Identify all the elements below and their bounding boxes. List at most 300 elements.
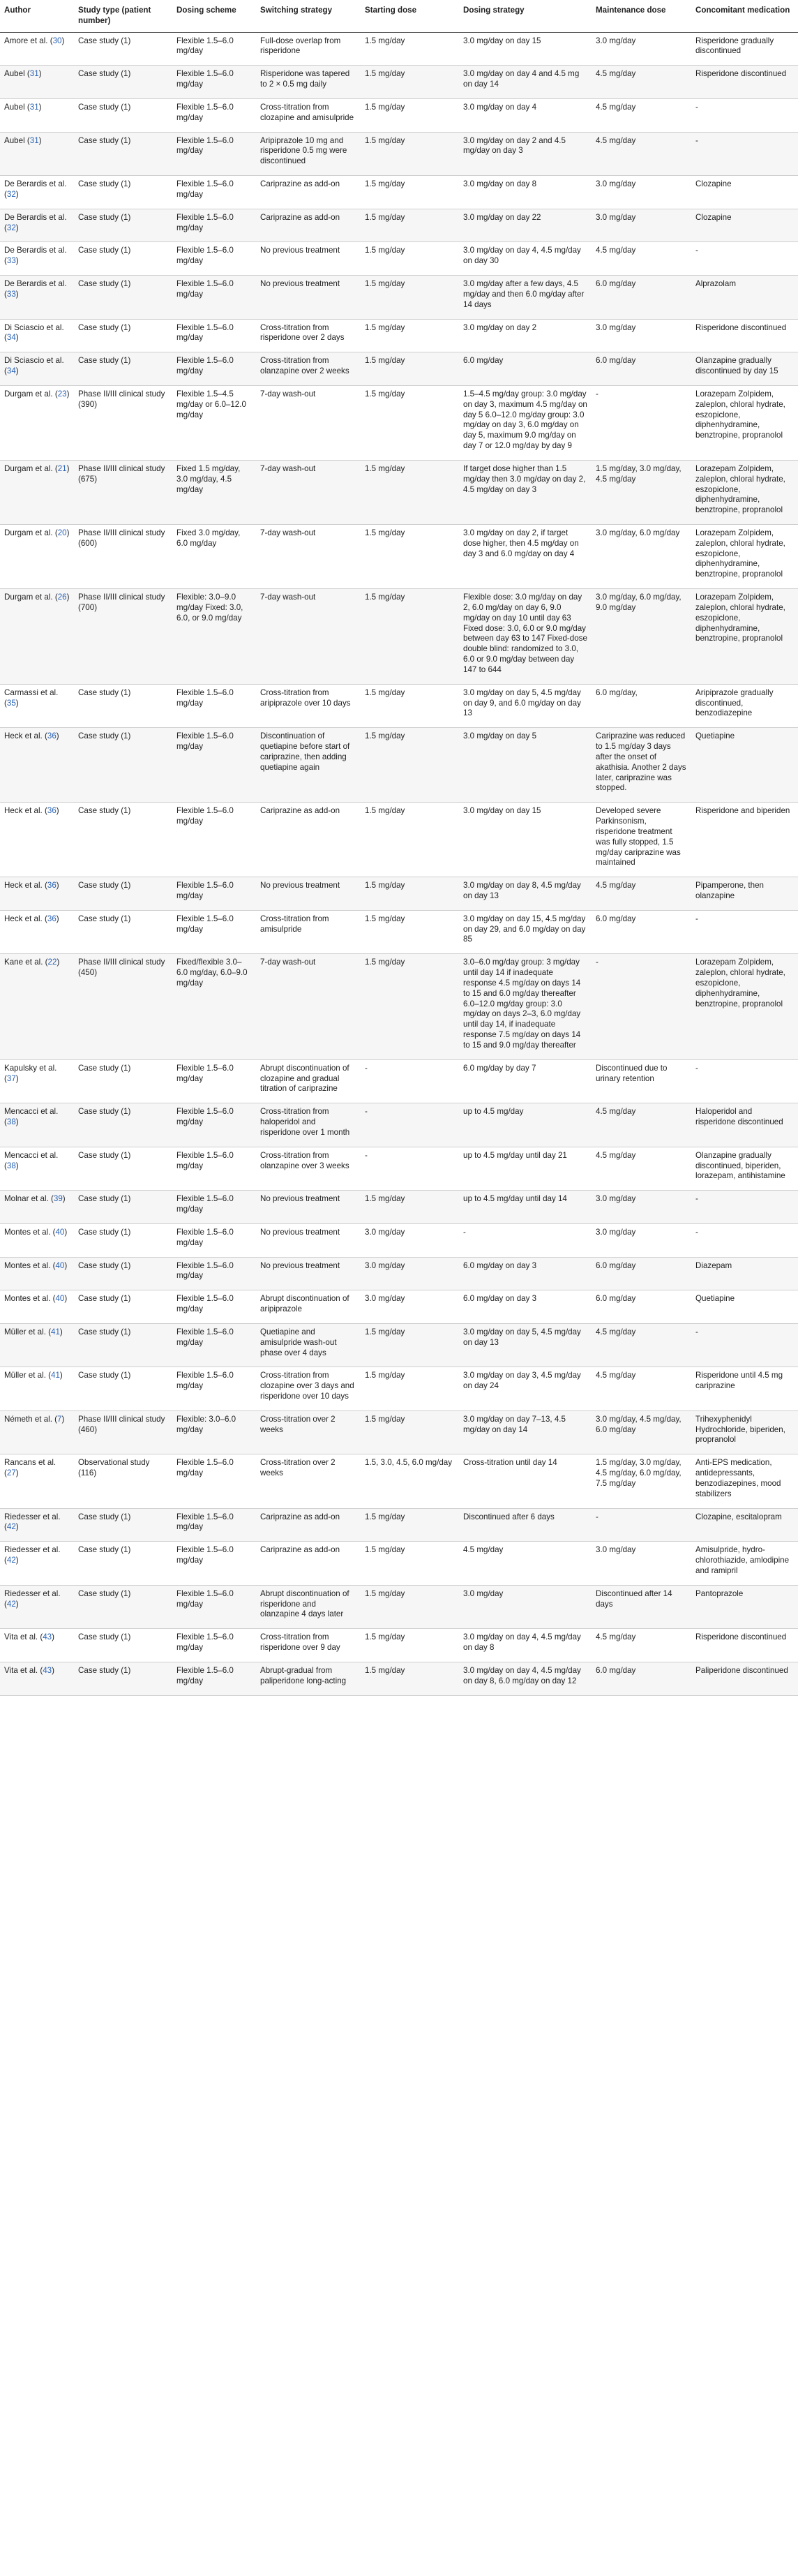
cell-maintenance-dose: 4.5 mg/day (592, 1147, 691, 1190)
cell-starting-dose: 1.5 mg/day (361, 209, 459, 242)
cell-dosing-strategy: 3.0 mg/day on day 4 and 4.5 mg on day 14 (459, 66, 592, 99)
cell-switching-strategy: Abrupt discontinuation of clozapine and gradual titration of cariprazine (256, 1059, 361, 1103)
cell-dosing-scheme: Flexible 1.5–6.0 mg/day (172, 1103, 256, 1147)
cell-maintenance-dose: 4.5 mg/day (592, 1367, 691, 1410)
reference-link[interactable]: 22 (47, 958, 57, 967)
cell-maintenance-dose: 1.5 mg/day, 3.0 mg/day, 4.5 mg/day (592, 460, 691, 524)
author-name: Heck et al. (4, 914, 43, 923)
header-starting-dose: Starting dose (361, 0, 459, 32)
cell-dosing-scheme: Flexible 1.5–6.0 mg/day (172, 352, 256, 386)
reference-link[interactable]: 35 (6, 698, 16, 708)
table-row (0, 176, 798, 209)
cell-study-type: Case study (1) (74, 803, 172, 877)
cell-dosing-strategy: Discontinued after 6 days (459, 1508, 592, 1542)
cell-switching-strategy: Cariprazine as add-on (256, 176, 361, 209)
cell-maintenance-dose: Discontinued after 14 days (592, 1585, 691, 1628)
cell-study-type: Case study (1) (74, 1223, 172, 1257)
cell-concomitant-medication: Trihexyphenidyl Hydrochloride, biperiden, propranolol (691, 1410, 798, 1454)
cell-dosing-scheme: Flexible 1.5–6.0 mg/day (172, 32, 256, 66)
cell-starting-dose: 3.0 mg/day (361, 1257, 459, 1290)
reference-link[interactable]: 23 (57, 389, 67, 399)
cell-starting-dose: 1.5 mg/day (361, 1410, 459, 1454)
cell-study-type: Case study (1) (74, 1508, 172, 1542)
cell-starting-dose: 1.5 mg/day (361, 803, 459, 877)
reference-link[interactable]: 41 (51, 1371, 60, 1380)
cell-switching-strategy: Cross-titration over 2 weeks (256, 1454, 361, 1508)
cell-author: Vita et al. (43) (0, 1662, 74, 1695)
cell-concomitant-medication: Risperidone gradually discontinued (691, 32, 798, 66)
cell-study-type: Case study (1) (74, 32, 172, 66)
reference-link[interactable]: 33 (6, 289, 16, 299)
author-name: Aubel (4, 135, 25, 145)
cell-switching-strategy: 7-day wash-out (256, 460, 361, 524)
cell-dosing-scheme: Flexible 1.5–6.0 mg/day (172, 242, 256, 276)
cell-author: De Berardis et al. (33) (0, 276, 74, 319)
cell-author: Riedesser et al. (42) (0, 1585, 74, 1628)
cell-author: Aubel (31) (0, 98, 74, 132)
cell-concomitant-medication: Clozapine, escitalopram (691, 1508, 798, 1542)
reference-link[interactable]: 40 (55, 1260, 65, 1270)
author-name: Molnar et al. (4, 1194, 49, 1204)
cell-dosing-strategy: up to 4.5 mg/day (459, 1103, 592, 1147)
cell-author: Vita et al. (43) (0, 1629, 74, 1662)
cell-maintenance-dose: - (592, 954, 691, 1059)
cell-switching-strategy: Cross-titration from amisulpride (256, 910, 361, 953)
author-name: Carmassi et al. (4, 687, 59, 697)
cell-dosing-scheme: Flexible 1.5–6.0 mg/day (172, 1508, 256, 1542)
cell-switching-strategy: Cross-titration over 2 weeks (256, 1410, 361, 1454)
reference-link[interactable]: 43 (43, 1665, 52, 1675)
cell-study-type: Case study (1) (74, 242, 172, 276)
cell-switching-strategy: Cross-titration from clozapine and amisulpride (256, 98, 361, 132)
cell-switching-strategy: No previous treatment (256, 1191, 361, 1224)
author-name: Di Sciascio et al. (4, 356, 64, 366)
cell-author: Rancans et al. (27) (0, 1454, 74, 1508)
cell-dosing-scheme: Flexible 1.5–6.0 mg/day (172, 877, 256, 911)
cell-dosing-scheme: Flexible 1.5–6.0 mg/day (172, 1191, 256, 1224)
cell-concomitant-medication: - (691, 1191, 798, 1224)
header-row (0, 0, 798, 32)
cell-dosing-scheme: Flexible 1.5–6.0 mg/day (172, 276, 256, 319)
cell-starting-dose: 1.5 mg/day (361, 728, 459, 803)
cell-maintenance-dose: 3.0 mg/day (592, 176, 691, 209)
reference-link[interactable]: 21 (57, 463, 67, 473)
cell-maintenance-dose: 3.0 mg/day, 6.0 mg/day, 9.0 mg/day (592, 589, 691, 685)
cell-switching-strategy: Abrupt discontinuation of risperidone and olanzapine 4 days later (256, 1585, 361, 1628)
cell-author: Heck et al. (36) (0, 910, 74, 953)
author-name: Riedesser et al. (4, 1512, 61, 1521)
cell-switching-strategy: 7-day wash-out (256, 954, 361, 1059)
cell-dosing-scheme: Flexible 1.5–6.0 mg/day (172, 910, 256, 953)
cell-author: Mencacci et al. (38) (0, 1147, 74, 1190)
cell-concomitant-medication: Lorazepam Zolpidem, zaleplon, chloral hydrate, eszopiclone, diphenhydramine, benztropine, propranolol (691, 589, 798, 685)
cell-starting-dose: 1.5 mg/day (361, 460, 459, 524)
reference-link[interactable]: 26 (57, 593, 67, 602)
cell-concomitant-medication: - (691, 1323, 798, 1367)
cell-concomitant-medication: - (691, 910, 798, 953)
author-name: Mencacci et al. (4, 1107, 59, 1117)
cell-concomitant-medication: Lorazepam Zolpidem, zaleplon, chloral hydrate, eszopiclone, diphenhydramine, benztropine, propranolol (691, 954, 798, 1059)
cell-starting-dose: - (361, 1059, 459, 1103)
reference-link[interactable]: 27 (6, 1468, 16, 1478)
table-row (0, 877, 798, 911)
cell-dosing-strategy: 3.0 mg/day on day 15 (459, 32, 592, 66)
cell-concomitant-medication: - (691, 132, 798, 175)
cell-switching-strategy: Full-dose overlap from risperidone (256, 32, 361, 66)
cell-starting-dose: 1.5 mg/day (361, 352, 459, 386)
cell-maintenance-dose: 3.0 mg/day (592, 1191, 691, 1224)
table-row (0, 352, 798, 386)
cell-author: Durgam et al. (20) (0, 524, 74, 588)
header-dosing-strategy: Dosing strategy (459, 0, 592, 32)
reference-link[interactable]: 40 (55, 1227, 65, 1237)
cell-author: De Berardis et al. (32) (0, 176, 74, 209)
cell-dosing-strategy: 3.0 mg/day on day 22 (459, 209, 592, 242)
cell-study-type: Case study (1) (74, 1147, 172, 1190)
cell-starting-dose: 1.5 mg/day (361, 1508, 459, 1542)
cell-dosing-scheme: Flexible 1.5–6.0 mg/day (172, 1290, 256, 1324)
cell-author: Aubel (31) (0, 132, 74, 175)
author-name: Durgam et al. (4, 528, 53, 537)
cell-maintenance-dose: 6.0 mg/day (592, 1290, 691, 1324)
table-row (0, 32, 798, 66)
cell-dosing-strategy: 3.0 mg/day on day 4, 4.5 mg/day on day 8, 6.0 mg/day on day 12 (459, 1662, 592, 1695)
cell-concomitant-medication: Risperidone discontinued (691, 66, 798, 99)
reference-link[interactable]: 43 (43, 1632, 52, 1642)
cell-study-type: Phase II/III clinical study (600) (74, 524, 172, 588)
table-row (0, 1410, 798, 1454)
author-name: Aubel (4, 102, 25, 112)
author-name: Montes et al. (4, 1294, 51, 1304)
cell-author: Kapulsky et al. (37) (0, 1059, 74, 1103)
cell-dosing-scheme: Flexible 1.5–6.0 mg/day (172, 66, 256, 99)
cell-dosing-strategy: 3.0 mg/day on day 2, if target dose higher, then 4.5 mg/day on day 3 and 6.0 mg/day on day 4 (459, 524, 592, 588)
cell-dosing-strategy: 3.0 mg/day on day 4, 4.5 mg/day on day 8 (459, 1629, 592, 1662)
cell-maintenance-dose: 4.5 mg/day (592, 1323, 691, 1367)
cell-dosing-strategy: 3.0 mg/day on day 15, 4.5 mg/day on day 29, and 6.0 mg/day on day 85 (459, 910, 592, 953)
cell-concomitant-medication: Diazepam (691, 1257, 798, 1290)
cell-starting-dose: 1.5 mg/day (361, 589, 459, 685)
cell-maintenance-dose: 3.0 mg/day (592, 32, 691, 66)
cell-study-type: Case study (1) (74, 352, 172, 386)
cell-dosing-strategy: 3.0 mg/day on day 8 (459, 176, 592, 209)
cell-author: Montes et al. (40) (0, 1223, 74, 1257)
cell-dosing-strategy: 6.0 mg/day on day 3 (459, 1290, 592, 1324)
table-row (0, 954, 798, 1059)
reference-link[interactable]: 36 (47, 881, 57, 891)
cell-maintenance-dose: 4.5 mg/day (592, 877, 691, 911)
cell-dosing-scheme: Flexible 1.5–6.0 mg/day (172, 132, 256, 175)
cell-maintenance-dose: Developed severe Parkinsonism, risperidone treatment was fully stopped, 1.5 mg/day cariprazine was maintained (592, 803, 691, 877)
cell-maintenance-dose: Discontinued due to urinary retention (592, 1059, 691, 1103)
cell-study-type: Phase II/III clinical study (675) (74, 460, 172, 524)
cell-dosing-strategy: 3.0 mg/day on day 8, 4.5 mg/day on day 13 (459, 877, 592, 911)
table-row (0, 1147, 798, 1190)
cell-study-type: Case study (1) (74, 1367, 172, 1410)
table-row (0, 1508, 798, 1542)
cell-switching-strategy: Cross-titration from aripiprazole over 10 days (256, 684, 361, 727)
reference-link[interactable]: 31 (29, 69, 39, 79)
cell-maintenance-dose: Cariprazine was reduced to 1.5 mg/day 3 days after the onset of akathisia. Another 2 days later, cariprazine was stopped. (592, 728, 691, 803)
cell-dosing-scheme: Fixed 3.0 mg/day, 6.0 mg/day (172, 524, 256, 588)
cell-concomitant-medication: Lorazepam Zolpidem, zaleplon, chloral hydrate, eszopiclone, diphenhydramine, benztropine, propranolol (691, 460, 798, 524)
table-row (0, 385, 798, 460)
cell-concomitant-medication: Risperidone discontinued (691, 1629, 798, 1662)
cell-study-type: Case study (1) (74, 728, 172, 803)
cell-switching-strategy: Abrupt-gradual from paliperidone long-acting (256, 1662, 361, 1695)
cell-maintenance-dose: - (592, 1508, 691, 1542)
table-row (0, 66, 798, 99)
reference-link[interactable]: 36 (47, 731, 57, 741)
cell-switching-strategy: Cross-titration from risperidone over 9 day (256, 1629, 361, 1662)
cell-study-type: Case study (1) (74, 1257, 172, 1290)
cell-author: Németh et al. (7) (0, 1410, 74, 1454)
cell-maintenance-dose: 1.5 mg/day, 3.0 mg/day, 4.5 mg/day, 6.0 mg/day, 7.5 mg/day (592, 1454, 691, 1508)
cell-dosing-scheme: Flexible 1.5–6.0 mg/day (172, 176, 256, 209)
cell-concomitant-medication: Quetiapine (691, 1290, 798, 1324)
author-name: De Berardis et al. (4, 279, 67, 289)
author-name: Kane et al. (4, 958, 43, 967)
cell-dosing-scheme: Flexible 1.5–6.0 mg/day (172, 1367, 256, 1410)
author-name: Heck et al. (4, 806, 43, 816)
cell-switching-strategy: Cross-titration from risperidone over 2 days (256, 319, 361, 352)
cell-study-type: Case study (1) (74, 1290, 172, 1324)
cell-dosing-strategy: 3.0 mg/day on day 15 (459, 803, 592, 877)
cell-maintenance-dose: - (592, 385, 691, 460)
cell-author: Müller et al. (41) (0, 1323, 74, 1367)
cell-concomitant-medication: Aripiprazole gradually discontinued, benzodiazepine (691, 684, 798, 727)
cell-dosing-scheme: Flexible 1.5–6.0 mg/day (172, 684, 256, 727)
reference-link[interactable]: 32 (6, 189, 16, 199)
reference-link[interactable]: 42 (6, 1599, 16, 1609)
cell-maintenance-dose: 3.0 mg/day (592, 319, 691, 352)
cell-concomitant-medication: - (691, 1059, 798, 1103)
table-row (0, 1323, 798, 1367)
table-row (0, 98, 798, 132)
cell-maintenance-dose: 6.0 mg/day, (592, 684, 691, 727)
cell-starting-dose: 1.5 mg/day (361, 1542, 459, 1585)
cell-concomitant-medication: Pantoprazole (691, 1585, 798, 1628)
cell-dosing-scheme: Flexible 1.5–6.0 mg/day (172, 1454, 256, 1508)
cell-dosing-strategy: 3.0 mg/day after a few days, 4.5 mg/day and then 6.0 mg/day after 14 days (459, 276, 592, 319)
cell-study-type: Phase II/III clinical study (700) (74, 589, 172, 685)
author-name: Kapulsky et al. (4, 1063, 57, 1073)
cell-study-type: Case study (1) (74, 1103, 172, 1147)
cell-starting-dose: 1.5, 3.0, 4.5, 6.0 mg/day (361, 1454, 459, 1508)
cell-concomitant-medication: Lorazepam Zolpidem, zaleplon, chloral hydrate, eszopiclone, diphenhydramine, benztropine, propranolol (691, 385, 798, 460)
cell-switching-strategy: Risperidone was tapered to 2 × 0.5 mg daily (256, 66, 361, 99)
cell-switching-strategy: Discontinuation of quetiapine before start of cariprazine, then adding quetiapine again (256, 728, 361, 803)
cell-maintenance-dose: 6.0 mg/day (592, 1662, 691, 1695)
cell-concomitant-medication: - (691, 1223, 798, 1257)
table-row (0, 1257, 798, 1290)
cell-author: Heck et al. (36) (0, 803, 74, 877)
cell-starting-dose: 1.5 mg/day (361, 32, 459, 66)
reference-link[interactable]: 31 (29, 135, 39, 145)
cell-concomitant-medication: Olanzapine gradually discontinued by day 15 (691, 352, 798, 386)
cell-dosing-strategy: 3.0 mg/day (459, 1585, 592, 1628)
reference-link[interactable]: 39 (53, 1194, 63, 1204)
cell-author: Mencacci et al. (38) (0, 1103, 74, 1147)
cell-study-type: Case study (1) (74, 1323, 172, 1367)
cell-switching-strategy: Cariprazine as add-on (256, 1542, 361, 1585)
author-name: Németh et al. (4, 1414, 52, 1424)
reference-link[interactable]: 33 (6, 256, 16, 266)
reference-link[interactable]: 37 (6, 1073, 16, 1083)
cell-switching-strategy: No previous treatment (256, 276, 361, 319)
cell-concomitant-medication: Pipamperone, then olanzapine (691, 877, 798, 911)
cell-study-type: Case study (1) (74, 1542, 172, 1585)
cell-author: Durgam et al. (26) (0, 589, 74, 685)
cell-maintenance-dose: 4.5 mg/day (592, 98, 691, 132)
cell-switching-strategy: Cross-titration from olanzapine over 3 weeks (256, 1147, 361, 1190)
cell-author: Montes et al. (40) (0, 1257, 74, 1290)
cell-starting-dose: 1.5 mg/day (361, 1191, 459, 1224)
cell-maintenance-dose: 4.5 mg/day (592, 132, 691, 175)
table-row (0, 1191, 798, 1224)
table-row (0, 1059, 798, 1103)
table-row (0, 1454, 798, 1508)
cell-dosing-scheme: Flexible 1.5–6.0 mg/day (172, 728, 256, 803)
reference-link[interactable]: 38 (6, 1161, 16, 1170)
cell-dosing-scheme: Flexible 1.5–6.0 mg/day (172, 1147, 256, 1190)
table-row (0, 1223, 798, 1257)
author-name: Mencacci et al. (4, 1150, 59, 1160)
reference-link[interactable]: 32 (6, 223, 16, 232)
header-maintenance-dose: Maintenance dose (592, 0, 691, 32)
author-name: Vita et al. (4, 1632, 38, 1642)
reference-link[interactable]: 42 (6, 1556, 16, 1565)
author-name: De Berardis et al. (4, 246, 67, 255)
cell-author: Müller et al. (41) (0, 1367, 74, 1410)
author-name: Aubel (4, 69, 25, 79)
table-row (0, 1629, 798, 1662)
cell-concomitant-medication: Risperidone until 4.5 mg cariprazine (691, 1367, 798, 1410)
cell-dosing-scheme: Flexible 1.5–6.0 mg/day (172, 1662, 256, 1695)
cell-starting-dose: 1.5 mg/day (361, 98, 459, 132)
cell-dosing-strategy: 6.0 mg/day by day 7 (459, 1059, 592, 1103)
reference-link[interactable]: 38 (6, 1117, 16, 1127)
author-name: Montes et al. (4, 1227, 51, 1237)
cell-starting-dose: 1.5 mg/day (361, 910, 459, 953)
cell-study-type: Phase II/III clinical study (450) (74, 954, 172, 1059)
cell-author: Durgam et al. (23) (0, 385, 74, 460)
cell-dosing-strategy: Cross-titration until day 14 (459, 1454, 592, 1508)
cell-switching-strategy: 7-day wash-out (256, 385, 361, 460)
cell-switching-strategy: No previous treatment (256, 1223, 361, 1257)
cell-starting-dose: - (361, 1103, 459, 1147)
cell-starting-dose: 1.5 mg/day (361, 132, 459, 175)
cell-author: Riedesser et al. (42) (0, 1542, 74, 1585)
cell-concomitant-medication: Amisulpride, hydro-chlorothiazide, amlodipine and ramipril (691, 1542, 798, 1585)
cell-starting-dose: 1.5 mg/day (361, 66, 459, 99)
author-name: Rancans et al. (4, 1458, 57, 1468)
table-row (0, 1585, 798, 1628)
reference-link[interactable]: 31 (29, 102, 39, 112)
cell-dosing-strategy: 3.0 mg/day on day 5, 4.5 mg/day on day 9, and 6.0 mg/day on day 13 (459, 684, 592, 727)
table-row (0, 684, 798, 727)
cell-concomitant-medication: Lorazepam Zolpidem, zaleplon, chloral hydrate, eszopiclone, diphenhydramine, benztropine, propranolol (691, 524, 798, 588)
cell-dosing-scheme: Flexible 1.5–6.0 mg/day (172, 1542, 256, 1585)
reference-link[interactable]: 7 (57, 1414, 62, 1424)
table-row (0, 276, 798, 319)
author-name: Amore et al. (4, 36, 48, 45)
cell-dosing-strategy: 4.5 mg/day (459, 1542, 592, 1585)
cell-concomitant-medication: Olanzapine gradually discontinued, biperiden, lorazepam, antihistamine (691, 1147, 798, 1190)
cell-author: Carmassi et al. (35) (0, 684, 74, 727)
cell-switching-strategy: Cariprazine as add-on (256, 209, 361, 242)
reference-link[interactable]: 34 (6, 333, 16, 343)
table-row (0, 319, 798, 352)
table-row (0, 1367, 798, 1410)
cell-dosing-strategy: 3.0 mg/day on day 4 (459, 98, 592, 132)
reference-link[interactable]: 34 (6, 366, 16, 376)
cell-dosing-strategy: Flexible dose: 3.0 mg/day on day 2, 6.0 mg/day on day 6, 9.0 mg/day on day 10 until day 63 Fixed dose: 3.0, 6.0 or 9.0 mg/day between day 63 to 147 Fixed-dose double blind: randomized to 3.0, 6.0 or 9.0 mg/day between day 147 to 644 (459, 589, 592, 685)
author-name: Heck et al. (4, 731, 43, 741)
cell-starting-dose: 1.5 mg/day (361, 1367, 459, 1410)
table-row (0, 589, 798, 685)
cell-author: Di Sciascio et al. (34) (0, 352, 74, 386)
cell-switching-strategy: 7-day wash-out (256, 589, 361, 685)
cell-study-type: Observational study (116) (74, 1454, 172, 1508)
cell-dosing-strategy: - (459, 1223, 592, 1257)
reference-link[interactable]: 36 (47, 914, 57, 923)
cell-dosing-strategy: 3.0 mg/day on day 5, 4.5 mg/day on day 13 (459, 1323, 592, 1367)
reference-link[interactable]: 40 (55, 1294, 65, 1304)
cell-dosing-scheme: Fixed/flexible 3.0–6.0 mg/day, 6.0–9.0 mg/day (172, 954, 256, 1059)
cell-maintenance-dose: 6.0 mg/day (592, 352, 691, 386)
cell-switching-strategy: Cross-titration from clozapine over 3 days and risperidone over 10 days (256, 1367, 361, 1410)
cell-concomitant-medication: Alprazolam (691, 276, 798, 319)
cell-switching-strategy: No previous treatment (256, 242, 361, 276)
cell-author: Heck et al. (36) (0, 728, 74, 803)
reference-link[interactable]: 41 (51, 1327, 60, 1337)
author-name: Montes et al. (4, 1260, 51, 1270)
author-name: Riedesser et al. (4, 1588, 61, 1598)
cell-concomitant-medication: Quetiapine (691, 728, 798, 803)
cell-switching-strategy: Cross-titration from haloperidol and risperidone over 1 month (256, 1103, 361, 1147)
reference-link[interactable]: 30 (52, 36, 62, 45)
cell-dosing-strategy: 6.0 mg/day (459, 352, 592, 386)
table-row (0, 132, 798, 175)
cell-author: Di Sciascio et al. (34) (0, 319, 74, 352)
cell-author: De Berardis et al. (32) (0, 209, 74, 242)
reference-link[interactable]: 36 (47, 806, 57, 816)
cell-starting-dose: 1.5 mg/day (361, 954, 459, 1059)
cell-starting-dose: - (361, 1147, 459, 1190)
cell-starting-dose: 1.5 mg/day (361, 319, 459, 352)
cell-dosing-scheme: Flexible: 3.0–6.0 mg/day (172, 1410, 256, 1454)
author-name: Riedesser et al. (4, 1545, 61, 1555)
cell-dosing-strategy: 3.0 mg/day on day 2 (459, 319, 592, 352)
table-row (0, 910, 798, 953)
cell-starting-dose: 1.5 mg/day (361, 1323, 459, 1367)
cell-starting-dose: 1.5 mg/day (361, 242, 459, 276)
cell-dosing-scheme: Flexible 1.5–6.0 mg/day (172, 1629, 256, 1662)
cell-dosing-scheme: Flexible: 3.0–9.0 mg/day Fixed: 3.0, 6.0, or 9.0 mg/day (172, 589, 256, 685)
reference-link[interactable]: 42 (6, 1522, 16, 1532)
cell-study-type: Case study (1) (74, 910, 172, 953)
table-row (0, 1662, 798, 1695)
header-concomitant-medication: Concomitant medication (691, 0, 798, 32)
cell-study-type: Case study (1) (74, 1191, 172, 1224)
cell-concomitant-medication: Paliperidone discontinued (691, 1662, 798, 1695)
header-study-type: Study type (patient number) (74, 0, 172, 32)
reference-link[interactable]: 20 (57, 528, 67, 537)
cell-maintenance-dose: 3.0 mg/day (592, 1223, 691, 1257)
cell-maintenance-dose: 6.0 mg/day (592, 910, 691, 953)
cell-dosing-strategy: 3.0 mg/day on day 7–13, 4.5 mg/day on day 14 (459, 1410, 592, 1454)
